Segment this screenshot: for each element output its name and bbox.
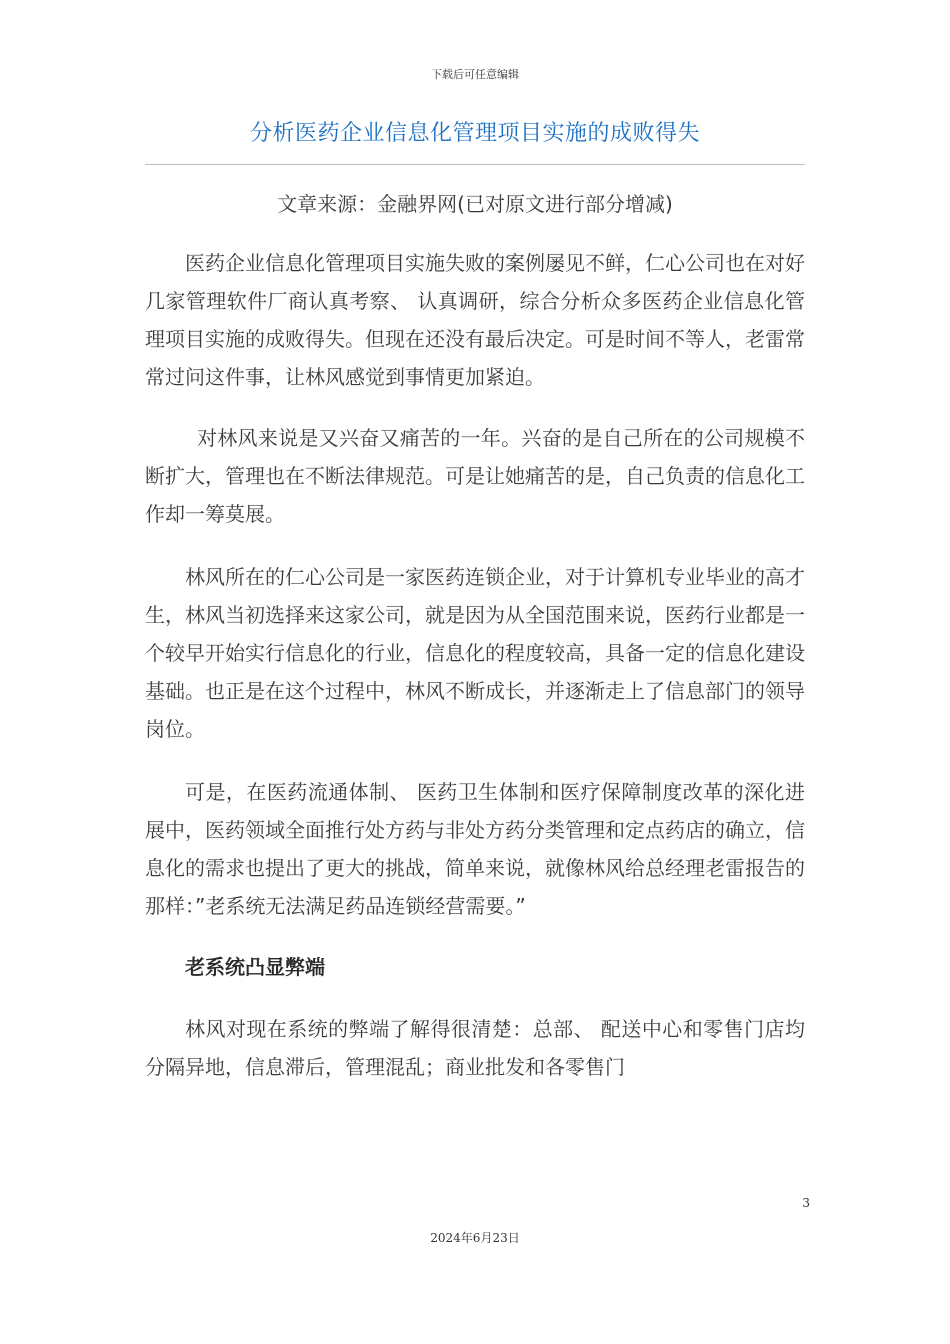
paragraph: 医药企业信息化管理项目实施失败的案例屡见不鲜，仁心公司也在对好几家管理软件厂商认真考察、 认真调研，综合分析众多医药企业信息化管理项目实施的成败得失。但现在还没有最后决定。可是时间不等人，老雷常常过问这件事，让林风感觉到事情更加紧迫。 xyxy=(145,251,805,389)
article-title: 分析医药企业信息化管理项目实施的成败得失 xyxy=(249,121,700,146)
paragraph: 林风对现在系统的弊端了解得很清楚：总部、 配送中心和零售门店均分隔异地，信息滞后，管理混乱；商业批发和各零售门 xyxy=(145,1017,805,1079)
title-divider xyxy=(145,164,805,165)
section-heading: 老系统凸显弊端 xyxy=(185,955,325,979)
paragraph: 对林风来说是又兴奋又痛苦的一年。兴奋的是自己所在的公司规模不断扩大，管理也在不断法律规范。可是让她痛苦的是，自己负责的信息化工作却一筹莫展。 xyxy=(145,426,805,526)
page-number: 3 xyxy=(802,1196,810,1210)
article-body xyxy=(145,244,805,1086)
header-note: 下载后可任意编辑 xyxy=(431,68,519,81)
footer-date: 2024年6月23日 xyxy=(430,1231,520,1245)
paragraph: 林风所在的仁心公司是一家医药连锁企业，对于计算机专业毕业的高才生，林风当初选择来这家公司，就是因为从全国范围来说，医药行业都是一个较早开始实行信息化的行业，信息化的程度较高，具备一定的信息化建设基础。也正是在这个过程中，林风不断成长，并逐渐走上了信息部门的领导岗位。 xyxy=(145,565,805,741)
paragraph: 可是，在医药流通体制、 医药卫生体制和医疗保障制度改革的深化进展中，医药领域全面推行处方药与非处方药分类管理和定点药店的确立，信息化的需求也提出了更大的挑战，简单来说，就像林风给总经理老雷报告的那样：”老系统无法满足药品连锁经营需要。” xyxy=(145,780,805,918)
article-source: 文章来源：金融界网(已对原文进行部分增减) xyxy=(277,192,673,216)
